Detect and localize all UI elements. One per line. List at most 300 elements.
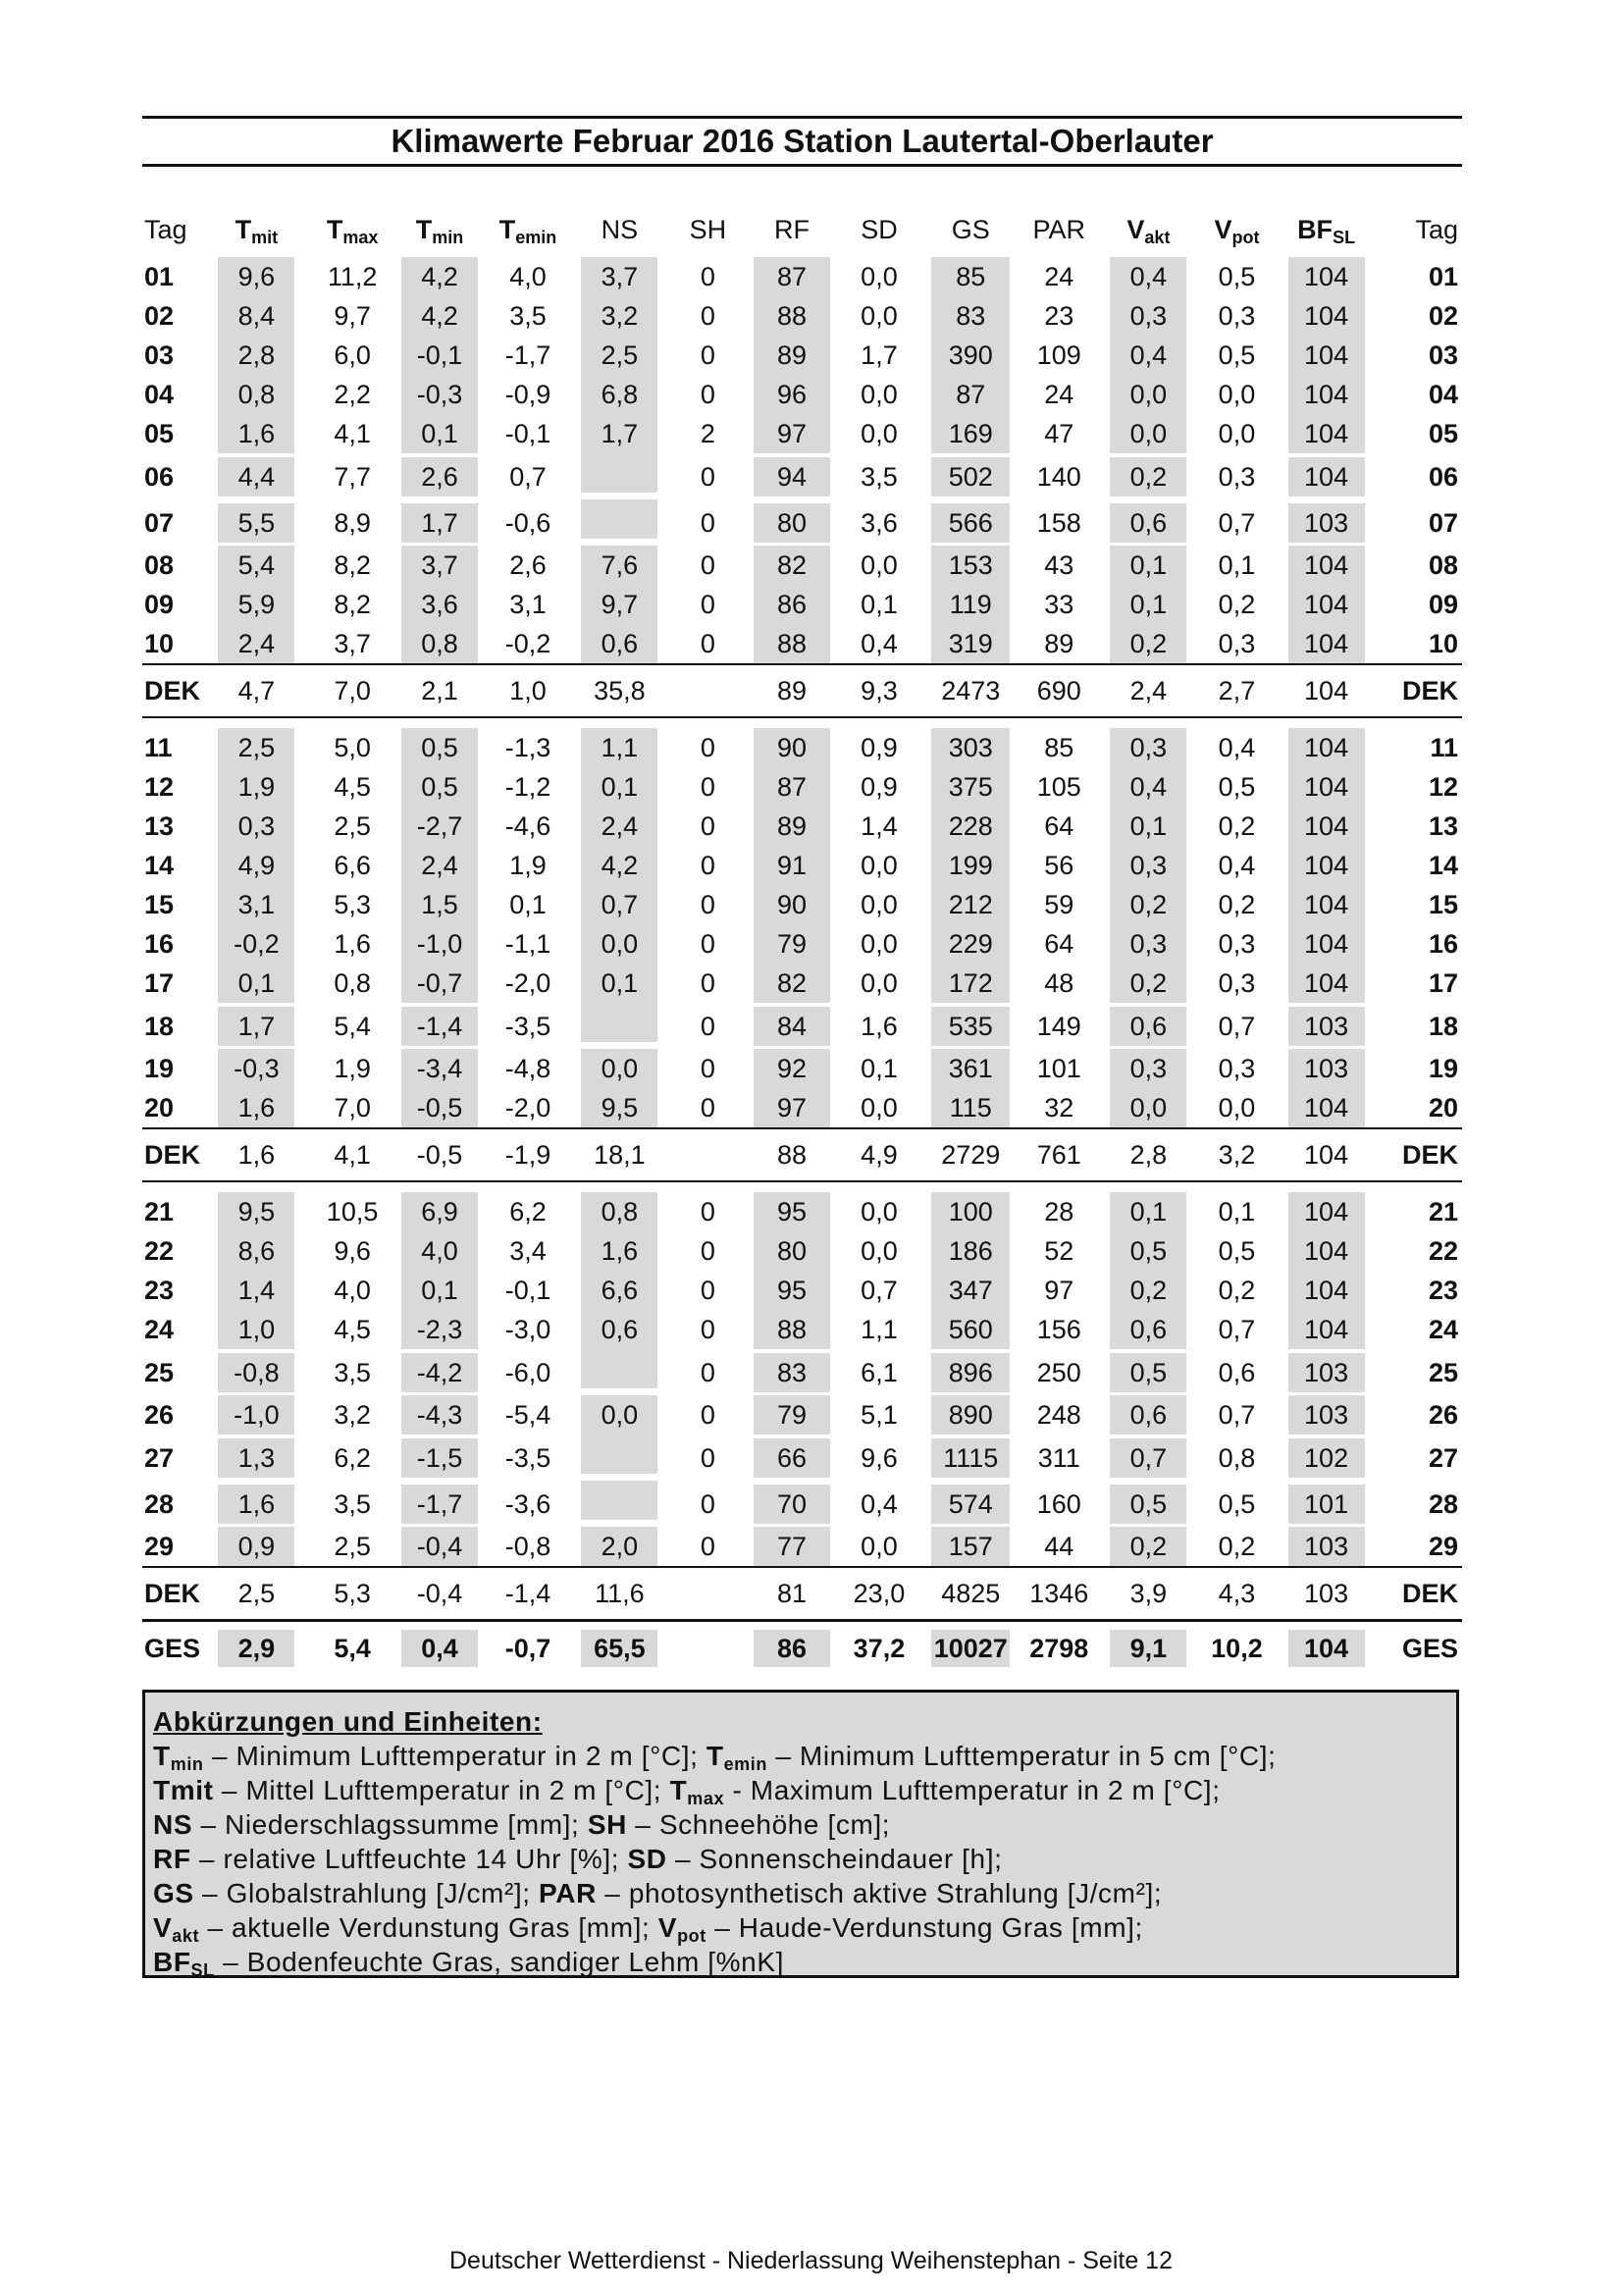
- cell-value: 2,2: [334, 380, 371, 409]
- cell-value: 105: [1036, 772, 1081, 802]
- table-cell: [1280, 336, 1372, 375]
- table-cell: [926, 1621, 1015, 1676]
- table-cell: [207, 1003, 306, 1049]
- cell-value: 28: [144, 1488, 175, 1519]
- table-cell: [575, 664, 663, 717]
- table-cell: [663, 1088, 752, 1128]
- cell-value: 89: [754, 807, 830, 846]
- cell-value: 89: [754, 336, 830, 375]
- table-cell: [1280, 1481, 1372, 1527]
- legend-term-subscript: min: [170, 1754, 204, 1774]
- cell-value: 156: [1036, 1315, 1081, 1344]
- table-cell: [1103, 1088, 1193, 1128]
- row-label: [142, 664, 207, 717]
- table-body: [142, 257, 1462, 1675]
- legend-box: [142, 1690, 1459, 1978]
- cell-value: 0: [700, 380, 715, 409]
- table-cell: [1280, 807, 1372, 846]
- cell-value: 0,5: [1110, 1353, 1186, 1392]
- cell-value: -4,8: [504, 1054, 551, 1083]
- cell-value: 104: [1288, 728, 1365, 767]
- table-cell: [398, 546, 480, 585]
- cell-value: 4,7: [237, 676, 276, 705]
- cell-value: 01: [1428, 262, 1458, 291]
- table-cell: [398, 1349, 480, 1395]
- table-cell: [752, 807, 831, 846]
- table-cell: [1280, 1527, 1372, 1567]
- cell-value: 103: [1288, 503, 1365, 543]
- cell-value: 4,5: [334, 1315, 371, 1344]
- table-cell: [1194, 453, 1281, 499]
- cell-value: 12: [1428, 772, 1458, 802]
- cell-value: 186: [931, 1231, 1010, 1271]
- cell-value: 29: [1428, 1532, 1458, 1561]
- cell-value: [581, 1435, 657, 1474]
- table-cell: [306, 453, 398, 499]
- cell-value: -1,3: [504, 733, 551, 762]
- table-cell: [663, 1621, 752, 1676]
- cell-value: 0,7: [1110, 1438, 1186, 1478]
- row-label: [142, 1349, 207, 1395]
- table-row: [142, 1049, 1462, 1088]
- table-cell: [1194, 546, 1281, 585]
- table-row: [142, 1271, 1462, 1310]
- cell-value: 0,2: [1218, 590, 1256, 619]
- table-cell: [663, 1395, 752, 1435]
- row-label-right: [1373, 1181, 1462, 1231]
- legend-line: [153, 1842, 1446, 1876]
- cell-value: 0,8: [218, 375, 294, 414]
- table-cell: [1103, 1181, 1193, 1231]
- table-row: [142, 1003, 1462, 1049]
- table-cell: [926, 624, 1015, 664]
- legend-description: – Bodenfeuchte Gras, sandiger Lehm [%nK]: [214, 1947, 784, 1977]
- cell-value: 23: [1044, 301, 1074, 331]
- table-row: [142, 624, 1462, 664]
- cell-value: 0,7: [1218, 1011, 1256, 1041]
- cell-value: 104: [1288, 296, 1365, 336]
- table-cell: [1015, 296, 1103, 336]
- cell-value: 104: [1288, 1088, 1365, 1127]
- cell-value: 0,4: [861, 1488, 898, 1519]
- table-cell: [1015, 1049, 1103, 1088]
- table-cell: [306, 499, 398, 546]
- table-cell: [752, 1128, 831, 1181]
- table-cell: [1103, 296, 1193, 336]
- cell-value: -0,5: [416, 1140, 463, 1170]
- table-cell: [575, 1567, 663, 1621]
- table-cell: [207, 624, 306, 664]
- cell-value: 0,6: [1110, 503, 1186, 543]
- cell-value: 104: [1288, 767, 1365, 807]
- row-label: [142, 1003, 207, 1049]
- table-cell: [832, 453, 927, 499]
- cell-value: 104: [1304, 1140, 1349, 1170]
- table-cell: [1015, 499, 1103, 546]
- table-cell: [1015, 885, 1103, 924]
- table-cell: [752, 336, 831, 375]
- table-cell: [832, 336, 927, 375]
- cell-value: 0,7: [861, 1276, 898, 1305]
- table-cell: [481, 1181, 576, 1231]
- cell-value: 361: [931, 1049, 1010, 1088]
- cell-value: [663, 1571, 752, 1610]
- cell-value: 88: [754, 296, 830, 336]
- table-cell: [832, 375, 927, 414]
- column-header: [752, 202, 831, 257]
- table-cell: [1103, 885, 1193, 924]
- table-cell: [575, 1231, 663, 1271]
- cell-value: 0: [700, 1315, 715, 1344]
- legend-description: – Niederschlagssumme [mm];: [192, 1809, 588, 1840]
- table-cell: [1194, 1003, 1281, 1049]
- table-cell: [1280, 1088, 1372, 1128]
- legend-line: [153, 1807, 1446, 1842]
- cell-value: 90: [754, 728, 830, 767]
- climate-page: [142, 116, 1462, 1675]
- table-cell: [926, 453, 1015, 499]
- table-cell: [1015, 1088, 1103, 1128]
- cell-value: 1,9: [509, 851, 547, 880]
- table-cell: [832, 664, 927, 717]
- cell-value: 0,6: [1110, 1395, 1186, 1435]
- cell-value: 79: [754, 924, 830, 964]
- table-cell: [1194, 1128, 1281, 1181]
- legend-term: V: [657, 1912, 678, 1943]
- table-cell: [1280, 924, 1372, 964]
- table-cell: [306, 885, 398, 924]
- legend-heading: Abkürzungen und Einheiten:: [153, 1706, 543, 1737]
- table-cell: [306, 1567, 398, 1621]
- table-cell: [306, 1088, 398, 1128]
- row-label: [142, 499, 207, 546]
- cell-value: 0,0: [1110, 414, 1186, 453]
- cell-value: 0,5: [1110, 1485, 1186, 1524]
- cell-value: -4,2: [401, 1353, 478, 1392]
- column-header: [926, 202, 1015, 257]
- row-label-right: [1373, 664, 1462, 717]
- table-cell: [832, 257, 927, 296]
- column-header-label: RF: [774, 214, 811, 244]
- table-cell: [481, 885, 576, 924]
- table-cell: [306, 846, 398, 885]
- cell-value: 0,3: [1218, 1054, 1256, 1083]
- column-header-label: Tag: [144, 214, 187, 244]
- table-cell: [306, 414, 398, 453]
- cell-value: 2729: [941, 1140, 1001, 1170]
- cell-value: 0,0: [861, 301, 898, 331]
- table-cell: [575, 1621, 663, 1676]
- row-label-right: [1373, 1395, 1462, 1435]
- cell-value: 06: [144, 461, 175, 492]
- table-cell: [575, 964, 663, 1003]
- cell-value: 153: [931, 546, 1010, 585]
- cell-value: 2,4: [218, 624, 294, 663]
- cell-value: 0,1: [1110, 807, 1186, 846]
- table-cell: [481, 846, 576, 885]
- cell-value: [581, 453, 657, 493]
- page-title: Klimawerte Februar 2016 Station Lautertal-Oberlauter: [391, 123, 1214, 159]
- cell-value: -1,0: [218, 1395, 294, 1435]
- table-cell: [663, 1481, 752, 1527]
- table-cell: [481, 336, 576, 375]
- cell-value: 10: [144, 629, 175, 658]
- cell-value: 7,0: [334, 1093, 371, 1122]
- table-cell: [398, 664, 480, 717]
- table-cell: [398, 1231, 480, 1271]
- cell-value: -3,4: [401, 1049, 478, 1088]
- table-cell: [481, 1621, 576, 1676]
- table-cell: [663, 336, 752, 375]
- table-cell: [1194, 964, 1281, 1003]
- table-cell: [207, 296, 306, 336]
- table-cell: [481, 1088, 576, 1128]
- cell-value: 2,5: [334, 811, 371, 841]
- cell-value: 0: [700, 629, 715, 658]
- cell-value: 04: [1428, 380, 1458, 409]
- cell-value: 6,2: [509, 1197, 547, 1226]
- cell-value: 0: [700, 1357, 715, 1387]
- row-label-right: [1373, 414, 1462, 453]
- row-label-right: [1373, 257, 1462, 296]
- table-cell: [1015, 624, 1103, 664]
- table-cell: [1103, 1621, 1193, 1676]
- cell-value: 104: [1288, 885, 1365, 924]
- table-cell: [663, 1181, 752, 1231]
- table-cell: [1103, 717, 1193, 767]
- cell-value: 92: [754, 1049, 830, 1088]
- cell-value: 574: [931, 1485, 1010, 1524]
- column-header-label: T: [235, 214, 252, 244]
- cell-value: 1115: [931, 1438, 1010, 1478]
- cell-value: 5,4: [334, 1634, 371, 1663]
- row-label: [142, 1049, 207, 1088]
- cell-value: 05: [144, 419, 175, 448]
- column-header: [142, 202, 207, 257]
- table-cell: [306, 1231, 398, 1271]
- column-header-subscript: emin: [515, 227, 557, 247]
- cell-value: 347: [931, 1271, 1010, 1310]
- table-row: [142, 375, 1462, 414]
- cell-value: 10,2: [1211, 1634, 1263, 1663]
- table-cell: [752, 964, 831, 1003]
- cell-value: 4,9: [861, 1140, 898, 1170]
- row-label: [142, 964, 207, 1003]
- cell-value: 19: [1428, 1054, 1458, 1083]
- table-cell: [306, 767, 398, 807]
- cell-value: 100: [931, 1192, 1010, 1231]
- table-cell: [306, 1003, 398, 1049]
- cell-value: 0,8: [401, 624, 478, 663]
- cell-value: 09: [144, 590, 175, 619]
- row-label: [142, 1567, 207, 1621]
- cell-value: 1,9: [218, 767, 294, 807]
- cell-value: 104: [1288, 1192, 1365, 1231]
- cell-value: 28: [1428, 1488, 1458, 1519]
- cell-value: 0: [700, 262, 715, 291]
- table-cell: [398, 1621, 480, 1676]
- cell-value: 0,5: [401, 767, 478, 807]
- cell-value: 3,5: [509, 301, 547, 331]
- cell-value: 0,5: [1218, 1488, 1256, 1519]
- table-cell: [926, 1128, 1015, 1181]
- table-row: [142, 1527, 1462, 1567]
- row-label: [142, 1181, 207, 1231]
- table-cell: [306, 296, 398, 336]
- cell-value: 12: [144, 772, 175, 802]
- table-cell: [398, 717, 480, 767]
- table-cell: [1015, 1349, 1103, 1395]
- cell-value: 761: [1036, 1140, 1081, 1170]
- cell-value: 24: [1428, 1315, 1458, 1344]
- table-cell: [575, 846, 663, 885]
- table-cell: [1103, 1310, 1193, 1349]
- column-header-label: V: [1214, 214, 1232, 244]
- table-cell: [575, 1527, 663, 1567]
- table-cell: [752, 1349, 831, 1395]
- table-cell: [306, 375, 398, 414]
- table-cell: [832, 1003, 927, 1049]
- table-cell: [752, 1310, 831, 1349]
- table-cell: [1103, 1231, 1193, 1271]
- table-cell: [1103, 767, 1193, 807]
- table-cell: [207, 453, 306, 499]
- table-cell: [832, 964, 927, 1003]
- cell-value: 4,2: [401, 296, 478, 336]
- cell-value: 35,8: [594, 676, 646, 705]
- cell-value: 104: [1288, 807, 1365, 846]
- legend-description: – Minimum Lufttemperatur in 2 m [°C];: [203, 1741, 706, 1771]
- table-cell: [481, 964, 576, 1003]
- table-cell: [207, 257, 306, 296]
- table-cell: [1194, 1349, 1281, 1395]
- row-label: [142, 585, 207, 624]
- cell-value: 103: [1288, 1007, 1365, 1046]
- cell-value: 0: [700, 1236, 715, 1266]
- table-cell: [306, 624, 398, 664]
- cell-value: 1,6: [861, 1011, 898, 1041]
- table-row: [142, 546, 1462, 585]
- cell-value: 2,5: [237, 1579, 276, 1608]
- cell-value: 6,1: [861, 1357, 898, 1387]
- table-cell: [481, 585, 576, 624]
- cell-value: 85: [931, 257, 1010, 296]
- legend-term-subscript: SL: [190, 1960, 215, 1980]
- cell-value: 11,2: [327, 262, 378, 291]
- table-cell: [1015, 1435, 1103, 1481]
- cell-value: -1,9: [504, 1140, 551, 1170]
- table-cell: [1103, 1049, 1193, 1088]
- cell-value: -3,5: [504, 1442, 551, 1473]
- table-cell: [1194, 1567, 1281, 1621]
- cell-value: -0,3: [401, 375, 478, 414]
- legend-term: T: [706, 1741, 724, 1771]
- table-cell: [752, 664, 831, 717]
- column-header: [1373, 202, 1462, 257]
- cell-value: 64: [1044, 811, 1074, 841]
- table-row: [142, 1395, 1462, 1435]
- table-cell: [832, 1128, 927, 1181]
- cell-value: 103: [1288, 1049, 1365, 1088]
- cell-value: 0,5: [401, 728, 478, 767]
- table-cell: [306, 717, 398, 767]
- table-row: [142, 453, 1462, 499]
- cell-value: 109: [1036, 340, 1081, 370]
- legend-term-subscript: pot: [677, 1926, 706, 1946]
- table-row: [142, 924, 1462, 964]
- cell-value: 1,5: [401, 885, 478, 924]
- cell-value: 18,1: [594, 1140, 646, 1170]
- table-cell: [1015, 375, 1103, 414]
- table-cell: [1103, 924, 1193, 964]
- table-cell: [1015, 1003, 1103, 1049]
- table-cell: [832, 1567, 927, 1621]
- legend-description: – Mittel Lufttemperatur in 2 m [°C];: [213, 1775, 670, 1805]
- cell-value: DEK: [1401, 1140, 1458, 1170]
- table-cell: [663, 717, 752, 767]
- cell-value: -0,8: [504, 1532, 551, 1561]
- cell-value: 1,4: [861, 811, 898, 841]
- legend-term: RF: [153, 1844, 191, 1874]
- cell-value: 0,4: [861, 629, 898, 658]
- table-cell: [752, 846, 831, 885]
- row-label-right: [1373, 717, 1462, 767]
- table-cell: [1194, 499, 1281, 546]
- cell-value: 44: [1044, 1532, 1074, 1561]
- legend-line: [153, 1876, 1446, 1910]
- cell-value: 0,4: [1110, 336, 1186, 375]
- cell-value: 0,3: [1110, 296, 1186, 336]
- cell-value: 26: [1428, 1400, 1458, 1430]
- table-cell: [1194, 664, 1281, 717]
- decade-summary-row: [142, 1128, 1462, 1181]
- cell-value: 250: [1036, 1357, 1081, 1387]
- table-cell: [1194, 1435, 1281, 1481]
- cell-value: 0,4: [401, 1630, 478, 1667]
- table-cell: [663, 924, 752, 964]
- table-cell: [207, 1128, 306, 1181]
- table-cell: [398, 1395, 480, 1435]
- row-label: [142, 1621, 207, 1676]
- table-cell: [752, 1271, 831, 1310]
- cell-value: 65,5: [581, 1630, 657, 1667]
- cell-value: 0,1: [861, 1054, 898, 1083]
- cell-value: 0,0: [1218, 380, 1256, 409]
- table-cell: [663, 1349, 752, 1395]
- row-label: [142, 546, 207, 585]
- cell-value: 896: [931, 1353, 1010, 1392]
- cell-value: 66: [754, 1438, 830, 1478]
- cell-value: 9,5: [218, 1192, 294, 1231]
- table-cell: [207, 1567, 306, 1621]
- cell-value: 2: [700, 419, 715, 448]
- legend-description: – Schneehöhe [cm];: [626, 1809, 891, 1840]
- table-cell: [752, 1567, 831, 1621]
- cell-value: 0,7: [1218, 507, 1256, 538]
- legend-lines: [153, 1739, 1446, 1979]
- cell-value: 29: [144, 1532, 175, 1561]
- table-cell: [481, 1231, 576, 1271]
- legend-term: GS: [153, 1878, 194, 1908]
- table-cell: [306, 585, 398, 624]
- table-row: [142, 414, 1462, 453]
- cell-value: 86: [754, 585, 830, 624]
- cell-value: 9,5: [581, 1088, 657, 1127]
- cell-value: 0: [700, 1400, 715, 1430]
- table-cell: [481, 499, 576, 546]
- row-label: [142, 624, 207, 664]
- table-cell: [398, 1003, 480, 1049]
